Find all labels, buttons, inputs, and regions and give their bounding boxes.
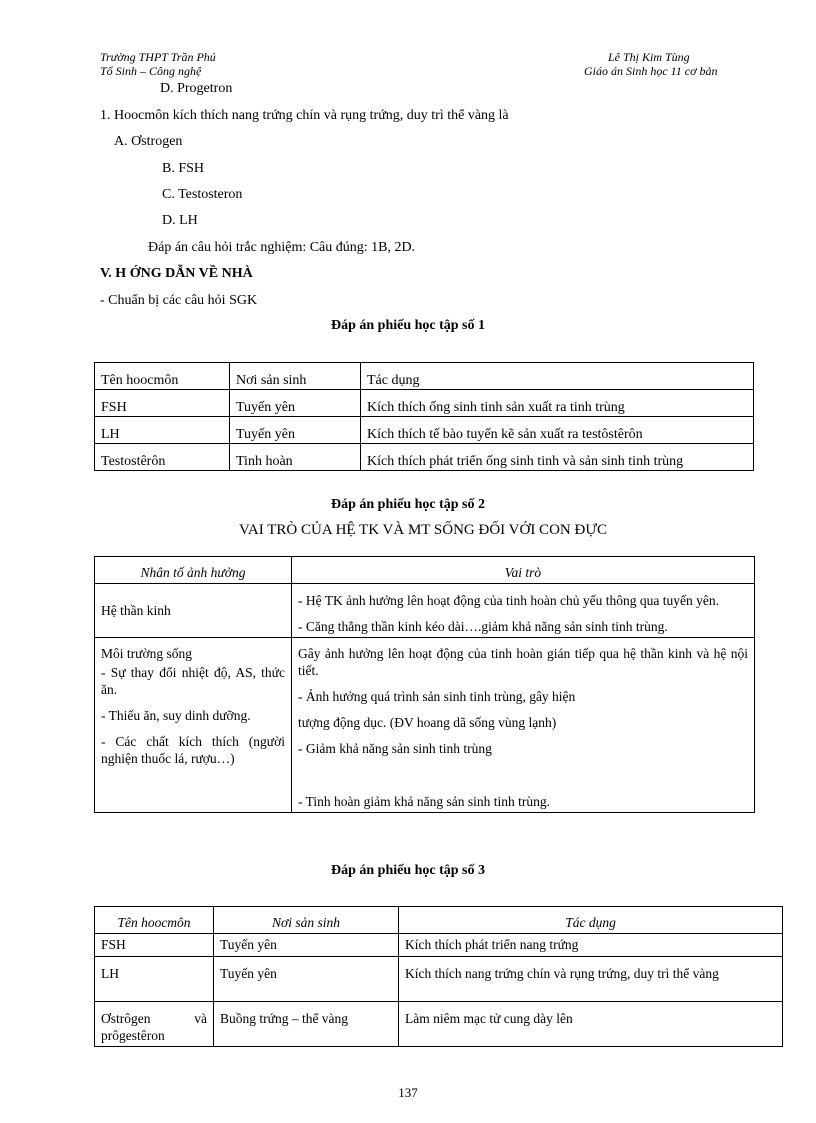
- header-department: Tổ Sinh – Công nghệ: [100, 64, 202, 78]
- factor-line: Môi trường sống: [101, 646, 192, 661]
- table-cell: Tuyến yên: [230, 417, 361, 444]
- table-cell: Kích thích ống sinh tinh sản xuất ra tinh trùng: [361, 390, 754, 417]
- sheet2-title: Đáp án phiếu học tập số 2: [330, 497, 486, 512]
- table-row: [95, 444, 754, 471]
- page-number: 137: [398, 1085, 418, 1100]
- table-cell: Hệ thần kinh: [95, 584, 292, 638]
- table-cell: Tuyến yên: [230, 390, 361, 417]
- header-school: Trường THPT Trần Phú: [100, 50, 216, 64]
- table-row: [95, 584, 755, 638]
- sheet1-title: Đáp án phiếu học tập số 1: [330, 318, 486, 333]
- answer-note: Đáp án câu hỏi trắc nghiệm: Câu đúng: 1B, 2D.: [148, 240, 416, 255]
- question-option-c: C. Testosteron: [162, 187, 243, 202]
- table-cell: LH: [95, 957, 214, 1002]
- header-teacher: Lê Thị Kim Tùng: [608, 50, 690, 64]
- role-line: tượng động dục. (ĐV hoang dã sống vùng lạnh): [298, 715, 557, 730]
- table-cell: Tinh hoàn: [230, 444, 361, 471]
- table-cell: LH: [95, 417, 230, 444]
- table-cell: Tuyến yên: [214, 957, 399, 1002]
- header-cell: Vai trò: [292, 557, 755, 584]
- factor-line: - Các chất kích thích (người nghiện thuốc lá, rượu…): [101, 734, 285, 766]
- sheet1-table: [94, 362, 754, 471]
- role-line: - Tinh hoàn giảm khả năng sản sinh tinh trùng.: [298, 794, 550, 809]
- table-cell: Kích thích phát triển nang trứng: [399, 934, 783, 957]
- header-cell: Tác dụng: [399, 907, 783, 934]
- table-cell: Kích thích nang trứng chín và rụng trứng, duy trì thể vàng: [399, 957, 783, 1002]
- header-cell: Tác dụng: [361, 363, 754, 390]
- previous-option: D. Progetron: [160, 81, 233, 96]
- question-option-b: B. FSH: [162, 161, 205, 176]
- table-row: [95, 417, 754, 444]
- table-row: [95, 638, 755, 813]
- table-cell: Testostêrôn: [95, 444, 230, 471]
- table-cell: Kích thích phát triển ống sinh tinh và sản sinh tinh trùng: [361, 444, 754, 471]
- table-row: [95, 390, 754, 417]
- header-cell: Nơi sản sinh: [230, 363, 361, 390]
- sheet2-subtitle: VAI TRÒ CỦA HỆ TK VÀ MT SỐNG ĐỐI VỚI CON ĐỰC: [239, 522, 607, 538]
- table-cell: FSH: [95, 390, 230, 417]
- header-cell: Nhân tố ảnh hưởng: [95, 557, 292, 584]
- role-line: Gây ảnh hưởng lên hoạt động của tinh hoàn gián tiếp qua hệ thần kinh và hệ nội tiết.: [298, 646, 748, 678]
- section-item: - Chuẩn bị các câu hỏi SGK: [100, 293, 258, 308]
- factor-line: - Sự thay đổi nhiệt độ, AS, thức ăn.: [101, 665, 285, 697]
- header-subject: Giáo án Sinh học 11 cơ bản: [584, 64, 718, 78]
- question-option-a: A. Ơstrogen: [114, 134, 183, 149]
- role-line: - Hệ TK ảnh hưởng lên hoạt động của tinh hoàn chủ yếu thông qua tuyến yên.: [298, 593, 719, 608]
- table-cell: [95, 638, 292, 813]
- table-cell: Buồng trứng – thể vàng: [214, 1002, 399, 1047]
- table-cell: [292, 584, 755, 638]
- header-cell: Tên hoocmôn: [95, 363, 230, 390]
- table-header-row: [95, 557, 755, 584]
- table-cell: FSH: [95, 934, 214, 957]
- sheet3-table: [94, 906, 783, 1047]
- table-cell: Làm niêm mạc tử cung dày lên: [399, 1002, 783, 1047]
- role-line: - Ảnh hưởng quá trình sản sinh tinh trùng, gây hiện: [298, 689, 576, 704]
- table-row: [95, 957, 783, 1002]
- table-cell: Ơstrôgen và prôgestêron: [95, 1002, 214, 1047]
- table-header-row: [95, 363, 754, 390]
- question-text: 1. Hoocmôn kích thích nang trứng chín và rụng trứng, duy trì thể vàng là: [100, 108, 509, 123]
- table-cell: Tuyến yên: [214, 934, 399, 957]
- table-header-row: [95, 907, 783, 934]
- sheet3-title: Đáp án phiếu học tập số 3: [330, 863, 486, 878]
- table-cell: Kích thích tế bào tuyến kẽ sản xuất ra testôstêrôn: [361, 417, 754, 444]
- header-cell: Nơi sản sinh: [214, 907, 399, 934]
- question-option-d: D. LH: [162, 213, 198, 228]
- sheet2-table: [94, 556, 755, 813]
- table-row: [95, 934, 783, 957]
- factor-line: - Thiếu ăn, suy dinh dưỡng.: [101, 708, 251, 723]
- table-cell: [292, 638, 755, 813]
- section-heading: V. H ỚNG DẪN VỀ NHÀ: [100, 266, 253, 281]
- role-line: - Giảm khả năng sản sinh tinh trùng: [298, 741, 492, 756]
- table-row: [95, 1002, 783, 1047]
- header-cell: Tên hoocmôn: [95, 907, 214, 934]
- role-line: - Căng thẳng thần kinh kéo dài….giảm khả năng sản sinh tinh trùng.: [298, 619, 668, 634]
